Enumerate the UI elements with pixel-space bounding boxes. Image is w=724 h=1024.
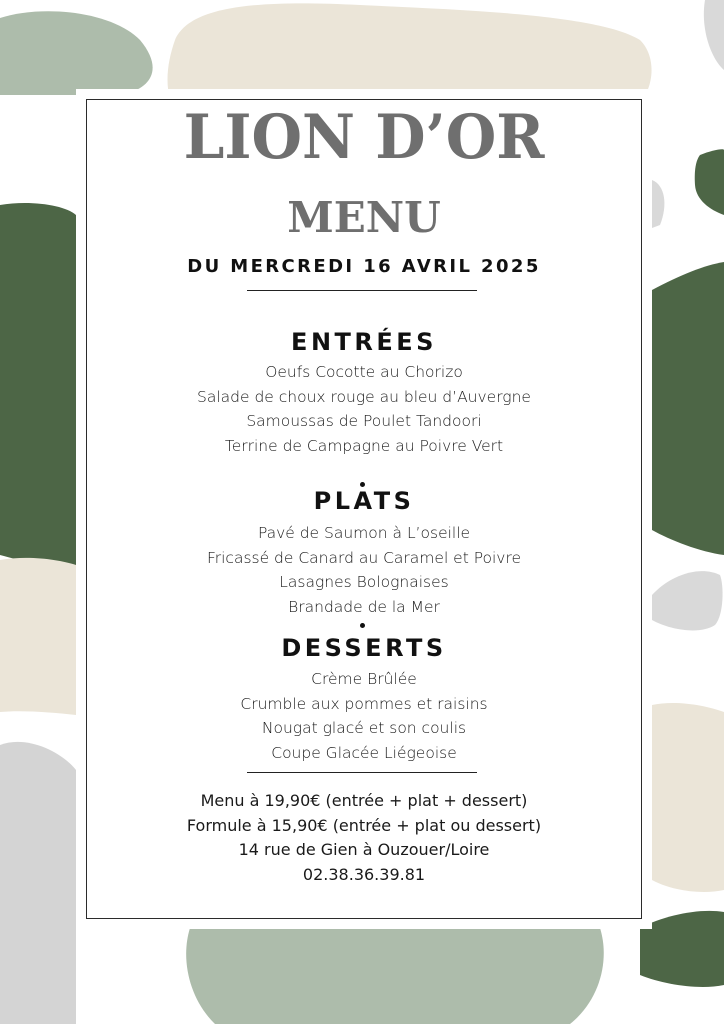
list-item: Nougat glacé et son coulis [261, 719, 467, 737]
blob-green-bottom-right [640, 911, 724, 987]
blob-sage-top-left [0, 11, 153, 95]
list-item: Coupe Glacée Liégeoise [271, 743, 457, 762]
menu-heading: MENU [287, 193, 441, 242]
footer-info [76, 789, 652, 887]
blob-grey-right-mid [652, 571, 723, 630]
blob-grey-top-right [704, 0, 724, 70]
bullet-dot [360, 623, 365, 628]
menu-date: DU MERCREDI 16 AVRIL 2025 [187, 256, 541, 277]
blob-grey-left [0, 742, 76, 1024]
list-item: Fricassé de Canard au Caramel et Poivre [206, 548, 522, 567]
blob-green-left [0, 203, 76, 575]
address: 14 rue de Gien à Ouzouer/Loire [238, 840, 490, 859]
blob-beige-top [168, 3, 652, 100]
blob-green-right [652, 262, 724, 555]
section-title-plats: PLATS [313, 487, 415, 515]
restaurant-name: LION D’OR [183, 101, 545, 173]
list-item: Brandade de la Mer [288, 597, 440, 616]
formule-price: Formule à 15,90€ (entrée + plat ou dessert) [186, 815, 542, 835]
blob-grey-right [652, 180, 664, 228]
list-item: Crumble aux pommes et raisins [240, 694, 488, 713]
blob-sage-bottom [186, 928, 604, 1024]
list-item: Pavé de Saumon à L’oseille [257, 524, 471, 542]
list-item: Samoussas de Poulet Tandoori [246, 412, 482, 430]
section-title-desserts: DESSERTS [281, 634, 447, 662]
blob-beige-right [652, 703, 724, 892]
section-items-plats [76, 521, 652, 619]
section-items-desserts [76, 667, 652, 765]
list-item: Lasagnes Bolognaises [279, 573, 449, 591]
section-items-entrees [76, 360, 652, 458]
list-item: Terrine de Campagne au Poivre Vert [224, 436, 504, 455]
list-item: Oeufs Cocotte au Chorizo [265, 363, 463, 381]
blob-beige-left [0, 558, 76, 715]
menu-card [76, 89, 652, 929]
section-title-entrees: ENTRÉES [291, 328, 437, 356]
blob-green-right-top [695, 149, 724, 215]
menu-price: Menu à 19,90€ (entrée + plat + dessert) [200, 791, 528, 810]
list-item: Salade de choux rouge au bleu d’Auvergne [197, 387, 531, 406]
divider-bottom [247, 772, 477, 773]
divider-top [247, 290, 477, 291]
list-item: Crème Brûlée [311, 670, 417, 688]
phone-number: 02.38.36.39.81 [302, 864, 426, 884]
